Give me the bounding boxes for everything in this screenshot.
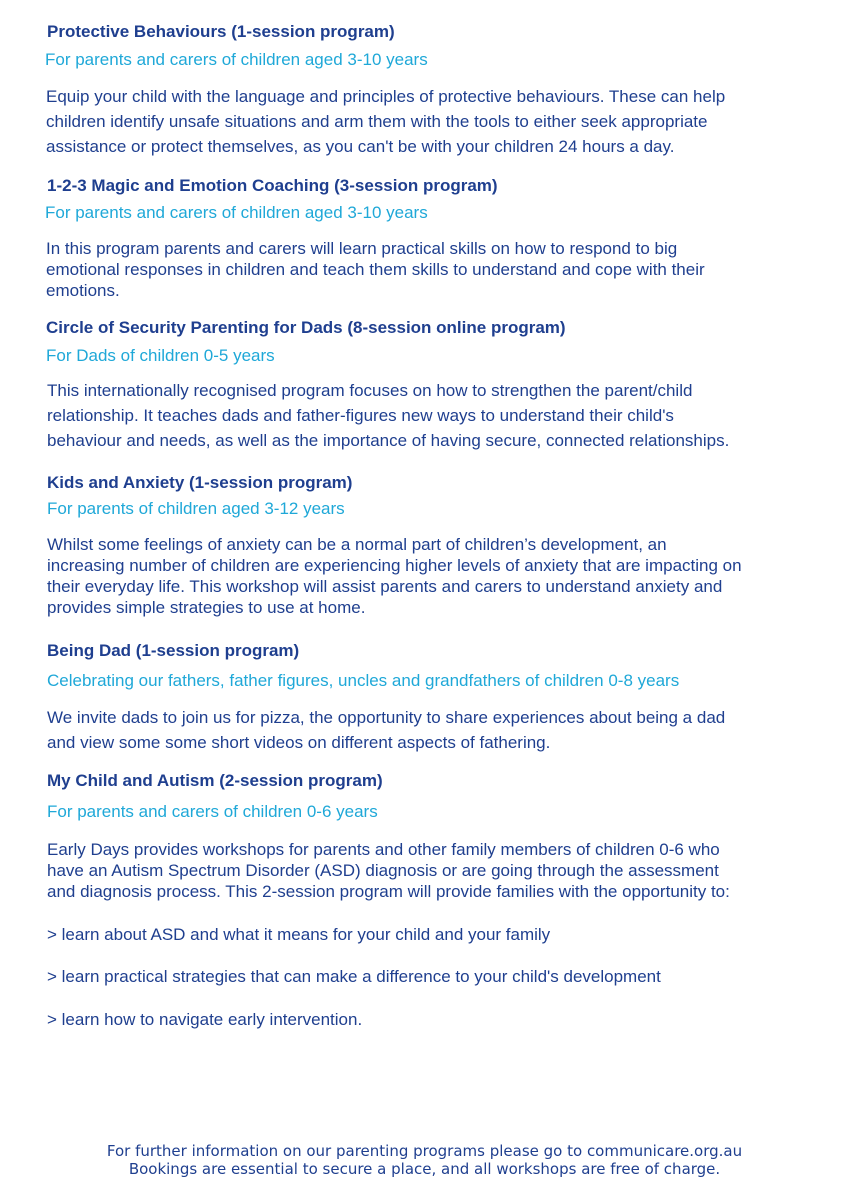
program-title-being-dad: Being Dad (1-session program)	[47, 641, 300, 660]
program-title-my-child-and-autism: My Child and Autism (2-session program)	[47, 771, 383, 790]
program-description-123-magic: In this program parents and carers will learn practical skills on how to respond to big emotional responses in children and teach them skills to understand and cope with their emotions.	[46, 239, 705, 300]
program-audience-circle-of-security: For Dads of children 0-5 years	[46, 346, 275, 365]
program-title-123-magic: 1-2-3 Magic and Emotion Coaching (3-session program)	[47, 176, 498, 195]
footer-booking-line: Bookings are essential to secure a place, and all workshops are free of charge.	[128, 1160, 721, 1178]
program-description-protective-behaviours: Equip your child with the language and principles of protective behaviours. These can help children identify unsafe situations and arm them with the tools to either seek appropriate assistance or protect themselves, as you can't be with your children 24 hours a day.	[46, 87, 726, 156]
program-audience-protective-behaviours: For parents and carers of children aged 3-10 years	[45, 50, 428, 69]
list-item: > learn about ASD and what it means for your child and your family	[47, 925, 551, 944]
program-title-kids-and-anxiety: Kids and Anxiety (1-session program)	[47, 473, 353, 492]
footer	[0, 1142, 849, 1178]
program-description-being-dad: We invite dads to join us for pizza, the opportunity to share experiences about being a dad and view some some short videos on different aspects of fathering.	[47, 708, 726, 752]
program-description-kids-and-anxiety: Whilst some feelings of anxiety can be a normal part of children’s development, an increasing number of children are experiencing higher levels of anxiety that are impacting on their everyday life. This workshop will assist parents and carers to understand anxiety and provides simple strategies to use at home.	[47, 535, 742, 617]
program-audience-my-child-and-autism: For parents and carers of children 0-6 years	[47, 802, 378, 821]
list-item: > learn how to navigate early intervention.	[47, 1010, 363, 1029]
program-audience-kids-and-anxiety: For parents of children aged 3-12 years	[47, 499, 345, 518]
list-item: > learn practical strategies that can make a difference to your child's development	[47, 967, 661, 986]
program-description-circle-of-security: This internationally recognised program focuses on how to strengthen the parent/child relationship. It teaches dads and father-figures new ways to understand their child's behaviour and needs, as well as the importance of having secure, connected relationships.	[47, 381, 730, 450]
program-title-circle-of-security: Circle of Security Parenting for Dads (8-session online program)	[46, 318, 566, 337]
program-description-my-child-and-autism: Early Days provides workshops for parents and other family members of children 0-6 who have an Autism Spectrum Disorder (ASD) diagnosis or are going through the assessment and diagnosis process. This 2-session program will provide families with the opportunity to:	[47, 840, 730, 901]
program-audience-being-dad: Celebrating our fathers, father figures, uncles and grandfathers of children 0-8 years	[47, 671, 680, 690]
footer-info-line: For further information on our parenting programs please go to communicare.org.au	[106, 1142, 743, 1160]
program-audience-123-magic: For parents and carers of children aged 3-10 years	[45, 203, 428, 222]
program-title-protective-behaviours: Protective Behaviours (1-session program)	[47, 22, 395, 41]
